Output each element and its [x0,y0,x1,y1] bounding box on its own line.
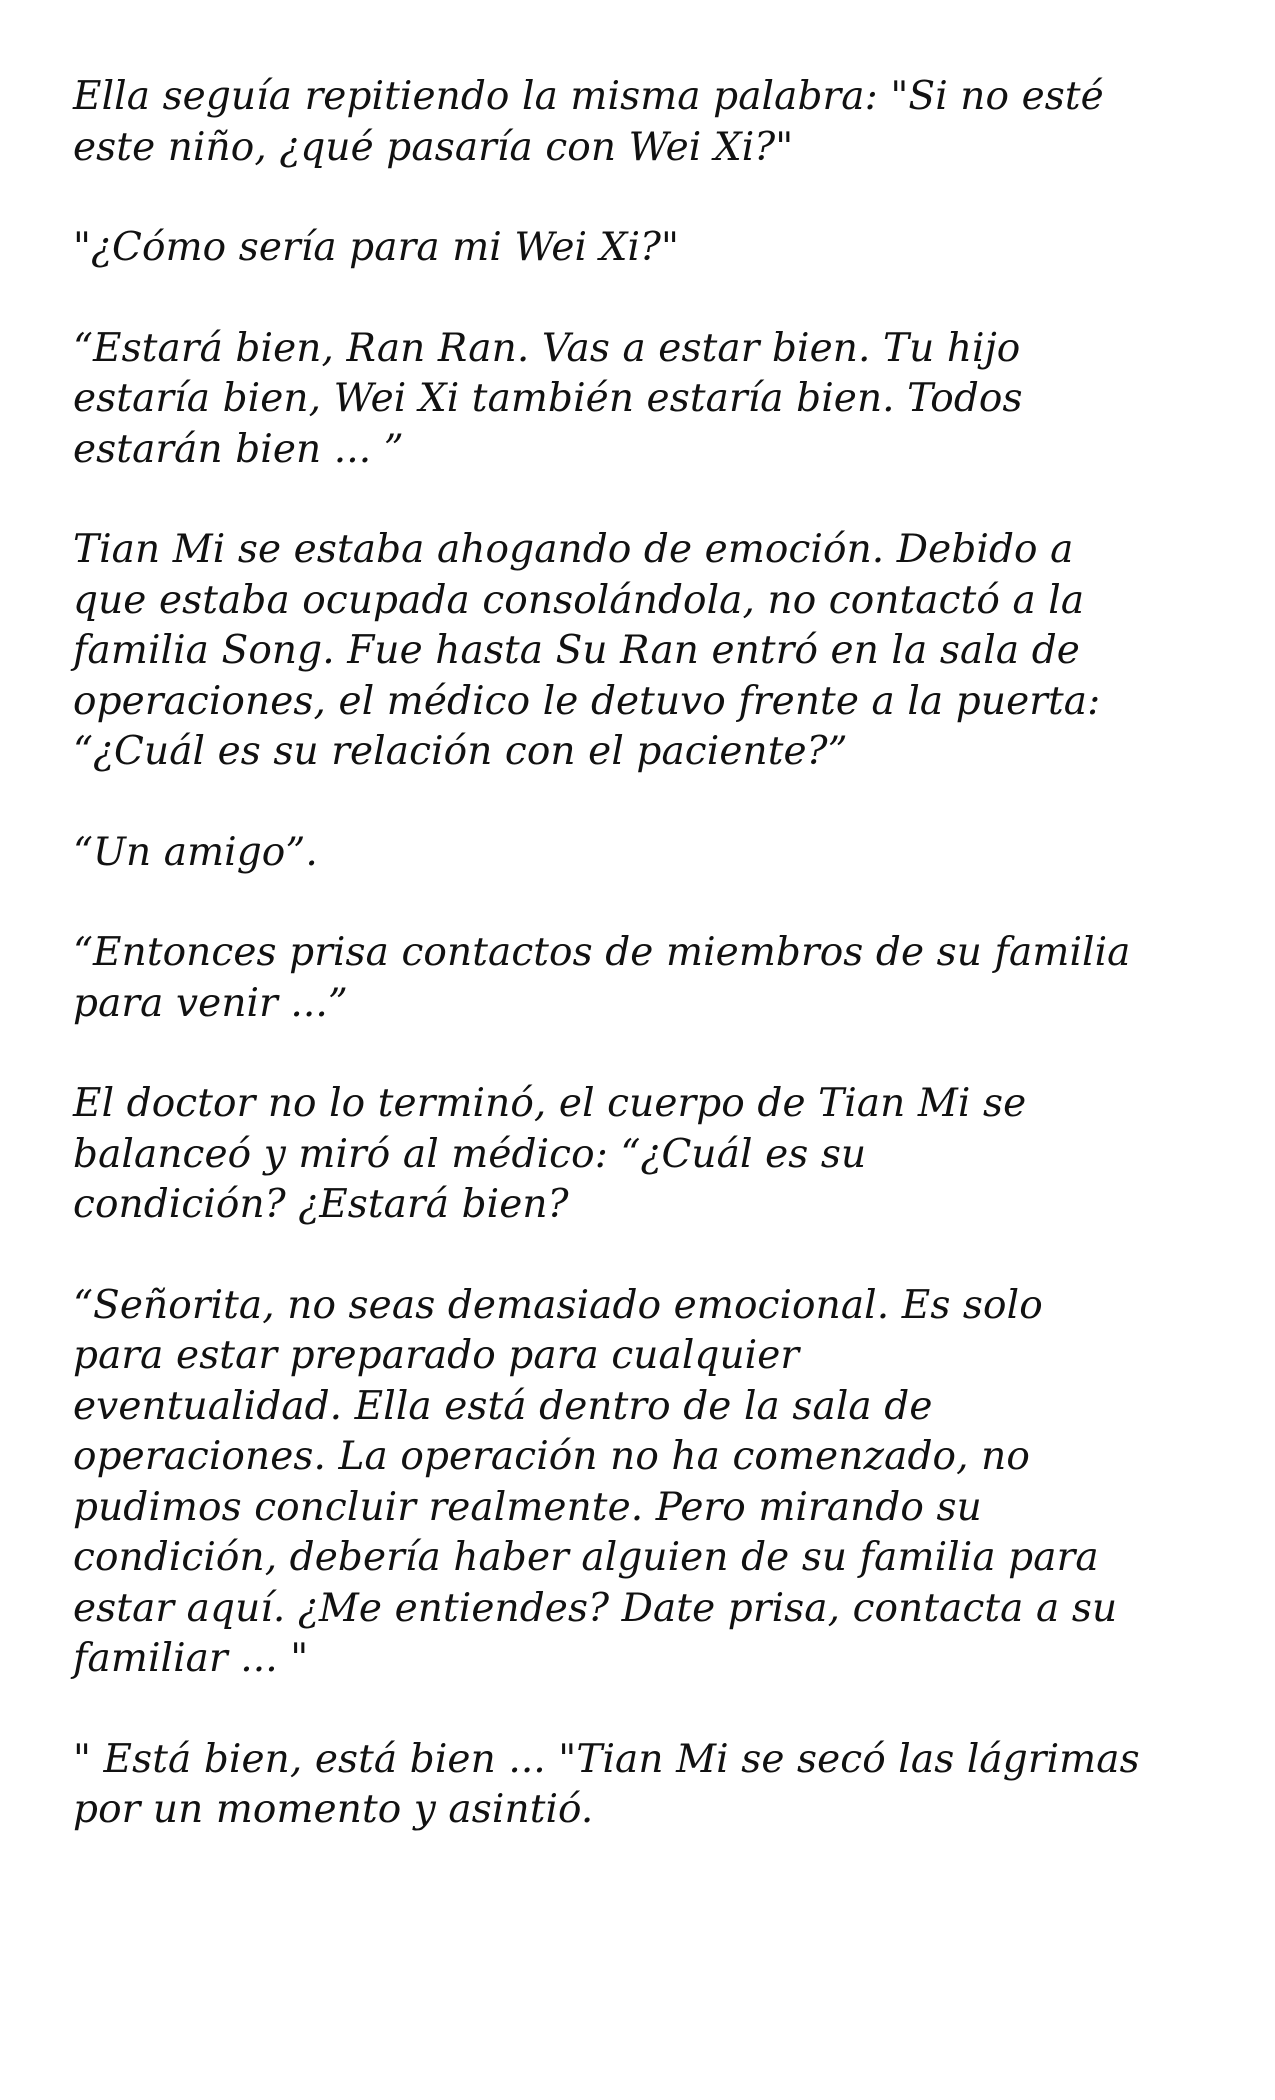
paragraph-4: Tian Mi se estaba ahogando de emoción. Debido a que estaba ocupada consolándola, no contactó a la familia Song. Fue hasta Su Ran entró en la sala de operaciones, el médico le detuvo frente a la puerta: “¿Cuál es su relación con el paciente?” [73,527,1101,774]
document-body [73,72,1223,1886]
paragraph-5: “Un amigo”. [73,829,318,875]
paragraph-7: El doctor no lo terminó, el cuerpo de Tian Mi se balanceó y miró al médico: “¿Cuál es su condición? ¿Estará bien? [73,1081,1027,1227]
paragraph-6: “Entonces prisa contactos de miembros de su familia para venir ...” [73,930,1131,1026]
paragraph-2: "¿Cómo sería para mi Wei Xi?" [73,225,680,270]
paragraph-1: Ella seguía repitiendo la misma palabra: "Si no esté este niño, ¿qué pasaría con Wei Xi?" [73,74,1104,170]
paragraph-9: " Está bien, está bien ... "Tian Mi se secó las lágrimas por un momento y asintió. [73,1736,1140,1832]
paragraph-3: “Estará bien, Ran Ran. Vas a estar bien. Tu hijo estaría bien, Wei Xi también estaría bien. Todos estarán bien ... ” [73,325,1023,472]
paragraph-8: “Señorita, no seas demasiado emocional. Es solo para estar preparado para cualquier eventualidad. Ella está dentro de la sala de operaciones. La operación no ha comenzado, no pudimos concluir realmente. Pero mirando su condición, debería haber alguien de su familia para estar aquí. ¿Me entiendes? Date prisa, contacta a su familiar ... " [73,1282,1118,1681]
